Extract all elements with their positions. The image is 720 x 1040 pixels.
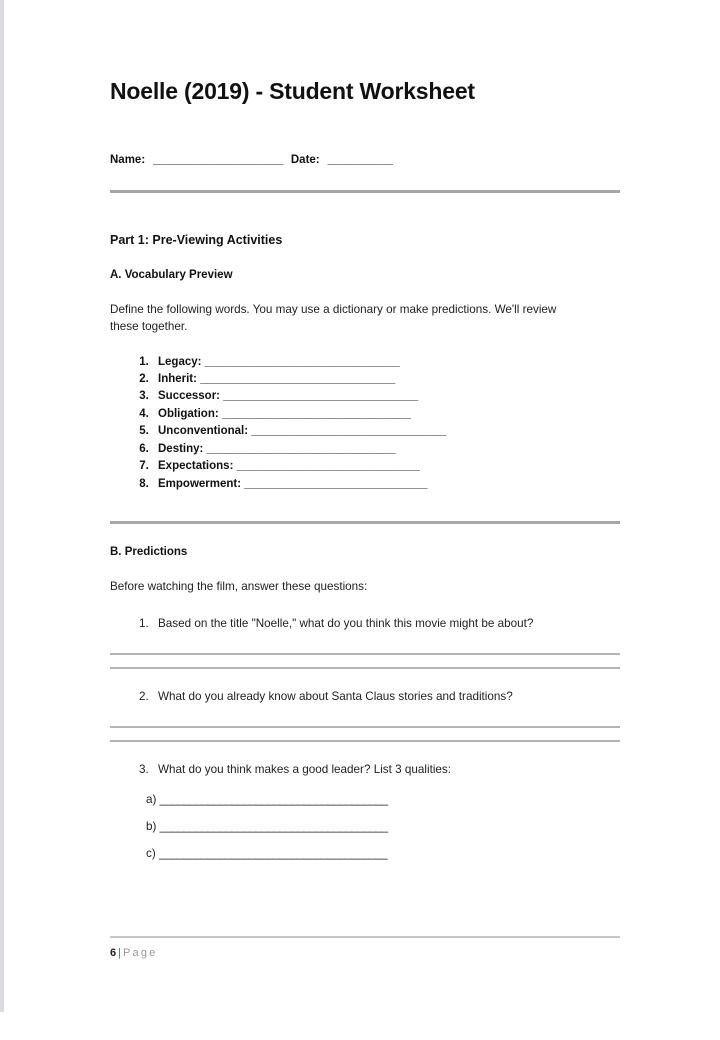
list-item — [146, 833, 620, 860]
prediction-question-list — [110, 669, 620, 706]
answer-line[interactable] — [110, 653, 620, 655]
answer-line[interactable] — [110, 726, 620, 728]
date-label: Date: — [290, 153, 320, 166]
quality-answer-lines — [110, 779, 620, 860]
sub-answer-line[interactable]: ______________________________________ — [159, 820, 388, 834]
vocab-answer-line[interactable]: _______________________________ — [236, 460, 420, 473]
vocab-term: Legacy: — [158, 355, 202, 368]
vocab-term: Obligation: — [158, 407, 219, 420]
sub-answer-label: c) — [146, 847, 156, 861]
vocab-answer-line[interactable]: _________________________________ — [223, 390, 418, 403]
page-footer — [110, 936, 620, 959]
list-item — [152, 423, 620, 440]
question-text: What do you think makes a good leader? List 3 qualities: — [158, 763, 452, 777]
footer-page-indicator — [110, 938, 620, 959]
list-item — [152, 689, 620, 706]
list-item — [152, 441, 620, 458]
vocab-answer-line[interactable]: _______________________________ — [244, 477, 428, 490]
list-item — [152, 616, 620, 633]
sub-answer-label: b) — [146, 820, 157, 834]
footer-page-word: Page — [122, 947, 158, 959]
prediction-question-list — [110, 742, 620, 779]
vocab-answer-line[interactable]: _________________________________ — [251, 425, 446, 438]
footer-separator: | — [118, 947, 121, 959]
name-label: Name: — [110, 153, 146, 166]
vocab-answer-line[interactable]: ________________________________ — [206, 442, 396, 455]
vocabulary-list — [110, 336, 620, 494]
list-item — [152, 371, 620, 388]
list-item — [152, 476, 620, 493]
list-item — [152, 354, 620, 371]
document-content — [110, 0, 620, 860]
vocab-term: Inherit: — [158, 373, 197, 385]
vocab-answer-line[interactable]: _________________________________ — [200, 373, 395, 385]
vocab-term: Successor: — [158, 390, 221, 403]
sub-answer-label: a) — [146, 793, 157, 807]
list-item — [152, 388, 620, 405]
section-a-heading: A. Vocabulary Preview — [110, 268, 233, 281]
name-fill-line[interactable]: ______________________ — [153, 153, 283, 166]
section-b-heading: B. Predictions — [110, 546, 188, 559]
list-item — [146, 793, 620, 806]
answer-lines-q1[interactable] — [110, 653, 620, 669]
name-date-line — [110, 154, 620, 166]
page-title: Noelle (2019) - Student Worksheet — [110, 78, 475, 104]
part-1-heading: Part 1: Pre-Viewing Activities — [110, 232, 283, 247]
list-item — [146, 806, 620, 833]
section-a-instructions: Define the following words. You may use a dictionary or make predictions. We'll review these together. — [110, 302, 557, 333]
vocab-term: Empowerment: — [158, 477, 242, 490]
question-text: What do you already know about Santa Claus stories and traditions? — [158, 690, 513, 704]
list-item — [152, 458, 620, 475]
vocab-term: Unconventional: — [158, 425, 249, 438]
answer-lines-q2[interactable] — [110, 726, 620, 742]
sub-answer-line[interactable]: ______________________________________ — [159, 793, 388, 807]
vocab-answer-line[interactable]: ________________________________ — [221, 407, 411, 420]
question-text: Based on the title "Noelle," what do you think this movie might be about? — [158, 617, 534, 631]
vocab-answer-line[interactable]: _________________________________ — [204, 355, 400, 368]
page-left-edge-band — [0, 0, 4, 1012]
vocab-term: Expectations: — [158, 460, 234, 473]
date-fill-line[interactable]: ___________ — [327, 153, 393, 166]
prediction-question-list — [110, 596, 620, 633]
list-item — [152, 406, 620, 423]
sub-answer-line[interactable]: ______________________________________ — [159, 847, 388, 861]
section-b-instructions: Before watching the film, answer these questions: — [110, 580, 368, 594]
list-item — [152, 762, 620, 779]
footer-page-number: 6 — [110, 947, 117, 959]
vocab-term: Destiny: — [158, 442, 204, 455]
